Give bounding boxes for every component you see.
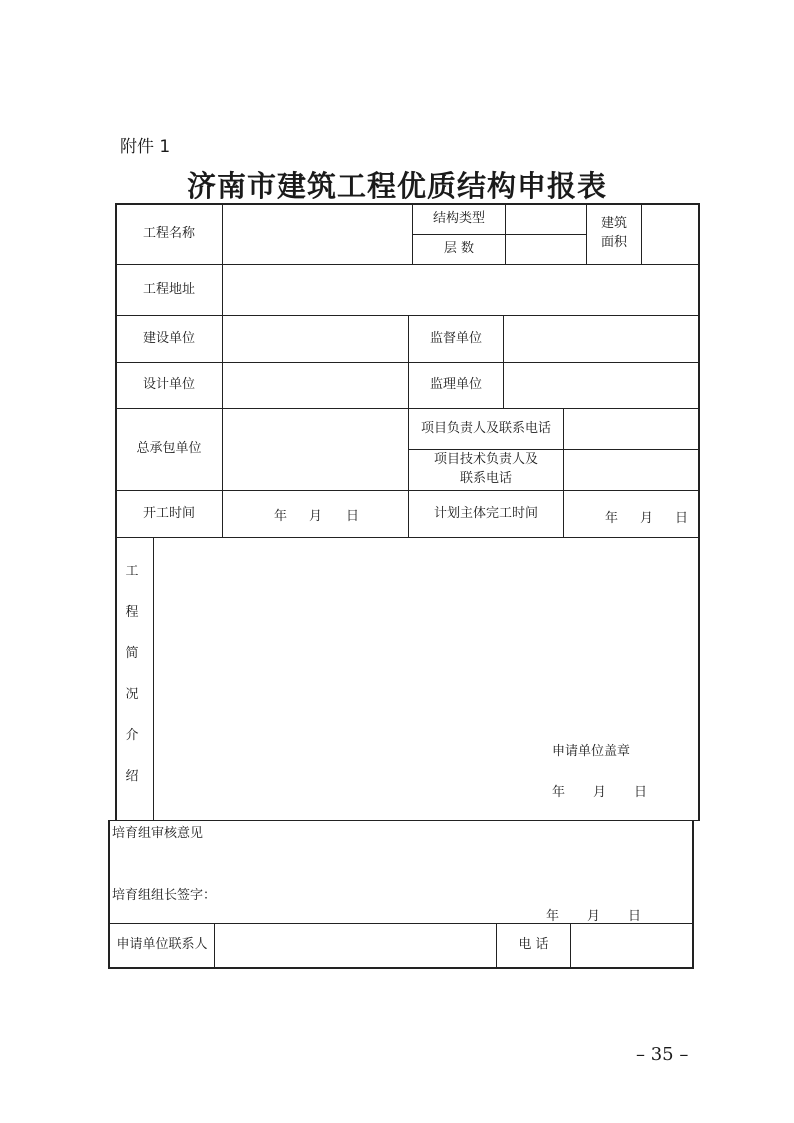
supervisor-unit-field[interactable] (504, 363, 698, 408)
frame-right-border-lower (692, 820, 694, 968)
seal-date-month: 月 (593, 785, 607, 800)
overview-char-4: 况 (125, 687, 139, 702)
completion-date-year: 年 (605, 511, 619, 526)
structure-type-label: 结构类型 (432, 210, 485, 226)
structure-type-field[interactable] (506, 204, 586, 234)
project-overview-label (112, 560, 152, 806)
applicant-contact-label: 申请单位联系人 (116, 937, 208, 953)
floors-field[interactable] (506, 235, 586, 264)
applicant-seal-label: 申请单位盖章 (552, 744, 631, 759)
applicant-contact-field[interactable] (215, 924, 496, 967)
completion-date-day: 日 (675, 511, 689, 526)
start-date-year: 年 (274, 509, 288, 524)
phone-label: 电 话 (518, 937, 549, 953)
start-date-month: 月 (309, 509, 323, 524)
floors-label: 层 数 (443, 241, 475, 257)
tech-manager-contact-label: 项目技术负责人及 联系电话 (433, 452, 538, 486)
review-date-day: 日 (628, 909, 642, 924)
overview-char-1: 工 (125, 564, 139, 579)
building-area-label: 建筑 面积 (600, 216, 627, 250)
construction-unit-field[interactable] (223, 316, 408, 362)
review-date (546, 905, 641, 924)
overview-char-2: 程 (125, 605, 139, 620)
seal-date-day: 日 (634, 785, 648, 800)
supervisor-unit-label: 监理单位 (429, 377, 482, 393)
seal-date (552, 781, 647, 800)
project-address-field[interactable] (223, 265, 698, 315)
review-date-year: 年 (546, 909, 560, 924)
review-date-month: 月 (587, 909, 601, 924)
start-date-label: 开工时间 (142, 505, 195, 521)
row-line-7 (108, 820, 700, 821)
overview-char-6: 绍 (125, 769, 139, 784)
col-line-overview (153, 537, 154, 820)
construction-unit-label: 建设单位 (142, 330, 195, 346)
tech-manager-contact-field[interactable] (564, 450, 698, 490)
review-opinion-label: 培育组审核意见 (112, 826, 204, 841)
frame-right-border-upper (698, 203, 700, 820)
overview-char-3: 简 (125, 646, 139, 661)
general-contractor-field[interactable] (223, 409, 408, 490)
project-manager-contact-label: 项目负责人及联系电话 (420, 420, 551, 436)
start-date-day: 日 (346, 509, 360, 524)
design-unit-field[interactable] (223, 363, 408, 408)
leader-signature-label: 培育组组长签字： (112, 888, 217, 903)
project-overview-field[interactable] (160, 545, 690, 715)
row-line-6 (115, 537, 700, 538)
project-address-label: 工程地址 (142, 281, 195, 297)
phone-field[interactable] (571, 924, 692, 967)
attachment-label: 附件 1 (120, 137, 171, 157)
design-unit-label: 设计单位 (142, 377, 195, 393)
completion-date-month: 月 (640, 511, 654, 526)
form-title: 济南市建筑工程优质结构申报表 (186, 169, 607, 203)
start-date-field[interactable] (274, 505, 359, 524)
review-opinion-field[interactable] (112, 842, 682, 880)
project-name-label: 工程名称 (142, 225, 195, 241)
frame-bottom-border (108, 967, 694, 969)
building-area-field[interactable] (642, 204, 698, 264)
project-name-field[interactable] (223, 204, 412, 264)
planned-completion-field[interactable] (605, 507, 688, 526)
page-number: – 35 – (636, 1044, 689, 1065)
supervision-org-field[interactable] (504, 316, 698, 362)
planned-completion-label: 计划主体完工时间 (433, 505, 538, 521)
seal-date-year: 年 (552, 785, 566, 800)
general-contractor-label: 总承包单位 (136, 441, 202, 457)
overview-char-5: 介 (125, 728, 139, 743)
project-manager-contact-field[interactable] (564, 409, 698, 449)
supervision-org-label: 监督单位 (429, 330, 482, 346)
